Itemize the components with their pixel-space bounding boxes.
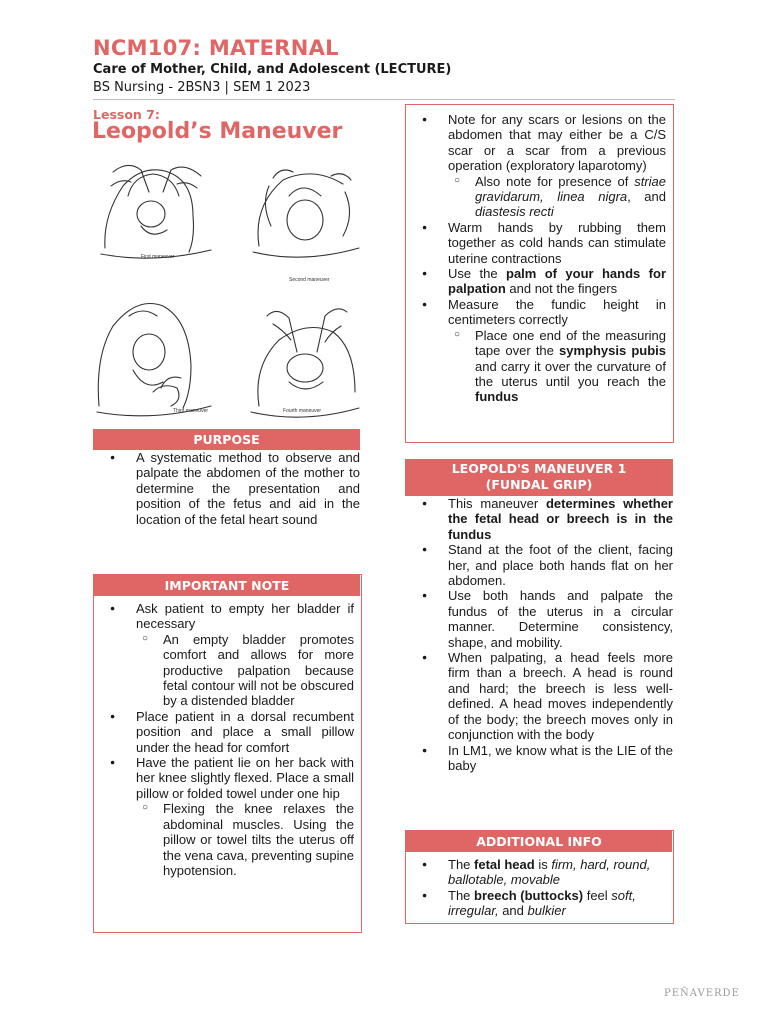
- lm1-heading-line2: (FUNDAL GRIP): [485, 477, 593, 492]
- course-subtitle: Care of Mother, Child, and Adolescent (LECTURE): [93, 62, 452, 77]
- lm1-item: ● When palpating, a head feels more firm than a breech. A head is round and hard; the breech is less well-defined. A head moves independently of the body; the breech moves only in conjunction with the body: [405, 650, 673, 742]
- additional-info-section: [405, 857, 666, 919]
- third-maneuver-drawing: [97, 304, 211, 416]
- lm1-item: ● Stand at the foot of the client, facing her, and place both hands flat on her abdomen.: [405, 542, 673, 588]
- tip-item-text: Note for any scars or lesions on the abdomen that may either be a C/S scar or a scar from a previous operation (exploratory laparotomy): [448, 112, 666, 174]
- tip-item: [405, 112, 666, 220]
- brand-watermark: PEÑAVERDE: [664, 988, 740, 999]
- tip-subitem: ○ Place one end of the measuring tape over the symphysis pubis and carry it over the curvature of the uterus until you reach the fundus: [448, 328, 666, 405]
- lm1-item: ● In LM1, we know what is the LIE of the baby: [405, 743, 673, 774]
- lesson-title: Leopold’s Maneuver: [92, 119, 343, 144]
- purpose-heading: PURPOSE: [93, 429, 360, 450]
- purpose-section: [93, 450, 360, 527]
- lm1-section: [405, 496, 673, 773]
- note-item-text: Have the patient lie on her back with her knee slightly flexed. Place a small pillow or folded towel under one hip: [136, 755, 354, 801]
- purpose-item: ● A systematic method to observe and palpate the abdomen of the mother to determine the presentation and position of the fetus and aid in the location of the fetal heart sound: [93, 450, 360, 527]
- note-subitem: ○ An empty bladder promotes comfort and allows for more productive palpation because fetal contour will not be obscured by a distended bladder: [136, 632, 354, 709]
- important-note-section: [93, 601, 354, 878]
- tip-item: ● Warm hands by rubbing them together as cold hands can stimulate uterine contractions: [405, 220, 666, 266]
- lm1-item: ● Use both hands and palpate the fundus of the uterus in a circular manner. Determine consistency, shape, and mobility.: [405, 588, 673, 650]
- additional-item: ● The fetal head is firm, hard, round, ballotable, movable: [405, 857, 666, 888]
- fourth-maneuver-drawing: [251, 309, 359, 417]
- tip-item: [405, 297, 666, 405]
- second-maneuver-drawing: [253, 170, 359, 257]
- lm1-heading-line1: LEOPOLD'S MANEUVER 1: [451, 461, 627, 476]
- note-item: ● Place patient in a dorsal recumbent position and place a small pillow under the head for comfort: [93, 709, 354, 755]
- lm1-item: ● This maneuver determines whether the fetal head or breech is in the fundus: [405, 496, 673, 542]
- note-item: [93, 755, 354, 878]
- course-section: BS Nursing - 2BSN3 | SEM 1 2023: [93, 80, 311, 95]
- document-header: [93, 36, 673, 97]
- lesson-label: Lesson 7:: [93, 107, 160, 122]
- caption-third-maneuver: Third maneuver: [173, 408, 209, 414]
- additional-info-heading: ADDITIONAL INFO: [406, 831, 672, 852]
- important-note-heading: IMPORTANT NOTE: [94, 575, 360, 596]
- leopold-maneuver-illustration: [93, 156, 360, 424]
- tip-subitem: ○ Also note for presence of striae gravidarum, linea nigra, and diastesis recti: [448, 174, 666, 220]
- lm1-heading: [405, 459, 673, 496]
- tips-section: [405, 112, 666, 405]
- caption-second-maneuver: Second maneuver: [289, 277, 330, 283]
- first-maneuver-drawing: [101, 165, 211, 258]
- caption-fourth-maneuver: Fourth maneuver: [283, 408, 322, 414]
- header-divider: [93, 99, 675, 100]
- tip-item: ● Use the palm of your hands for palpation and not the fingers: [405, 266, 666, 297]
- note-item: [93, 601, 354, 709]
- tip-item-text: Measure the fundic height in centimeters correctly: [448, 296, 666, 328]
- additional-item: ● The breech (buttocks) feel soft, irregular, and bulkier: [405, 888, 666, 919]
- note-item-text: Ask patient to empty her bladder if necessary: [136, 601, 354, 632]
- caption-first-maneuver: First maneuver: [141, 254, 175, 260]
- course-title: NCM107: MATERNAL: [93, 36, 339, 60]
- note-subitem: ○ Flexing the knee relaxes the abdominal muscles. Using the pillow or towel tilts the uterus off the vena cava, preventing supine hypotension.: [136, 801, 354, 878]
